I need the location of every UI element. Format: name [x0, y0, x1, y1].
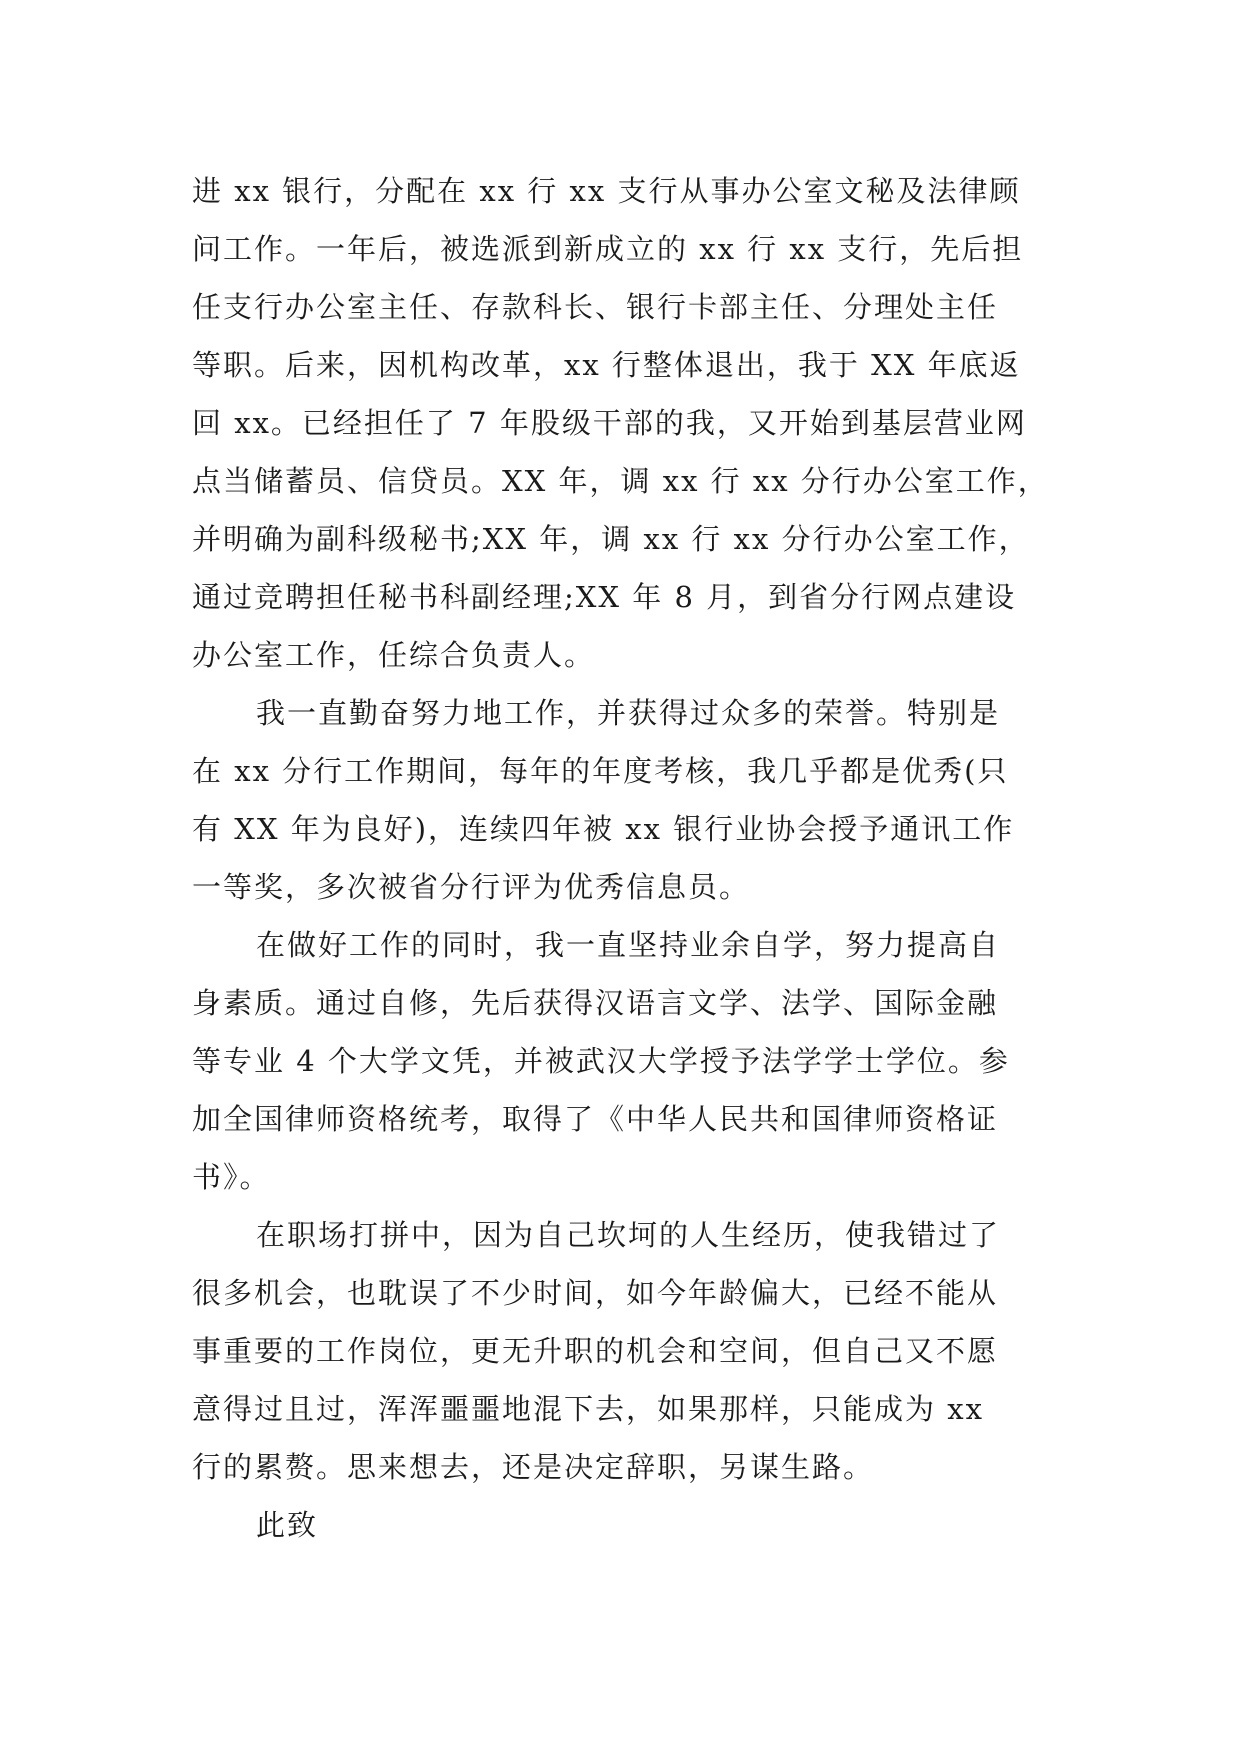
text-line: 任支行办公室主任、存款科长、银行卡部主任、分理处主任	[192, 290, 999, 324]
text-line: 事重要的工作岗位，更无升职的机会和空间，但自己又不愿	[192, 1334, 999, 1368]
letter-body	[192, 162, 1048, 1554]
text-line: 点当储蓄员、信贷员。XX 年，调 xx 行 xx 分行办公室工作，	[192, 464, 1049, 498]
text-line: 并明确为副科级秘书;XX 年，调 xx 行 xx 分行办公室工作，	[192, 522, 1030, 556]
text-line: 通过竞聘担任秘书科副经理;XX 年 8 月，到省分行网点建设	[192, 580, 1017, 614]
text-line: 办公室工作，任综合负责人。	[192, 638, 596, 672]
text-line: 等专业 4 个大学文凭，并被武汉大学授予法学学士学位。参	[192, 1044, 1010, 1078]
text-line: 等职。后来，因机构改革，xx 行整体退出，我于 XX 年底返	[192, 348, 1021, 382]
text-line: 意得过且过，浑浑噩噩地混下去，如果那样，只能成为 xx	[192, 1392, 984, 1426]
text-line: 在做好工作的同时，我一直坚持业余自学，努力提高自	[256, 928, 1001, 962]
text-line: 身素质。通过自修，先后获得汉语言文学、法学、国际金融	[192, 986, 999, 1020]
text-line: 在职场打拼中，因为自己坎坷的人生经历，使我错过了	[256, 1218, 1001, 1252]
text-line: 加全国律师资格统考，取得了《中华人民共和国律师资格证	[192, 1102, 999, 1136]
text-line: 很多机会，也耽误了不少时间，如今年龄偏大，已经不能从	[192, 1276, 999, 1310]
text-line: 一等奖，多次被省分行评为优秀信息员。	[192, 870, 751, 904]
text-line: 进 xx 银行，分配在 xx 行 xx 支行从事办公室文秘及法律顾	[192, 174, 1021, 208]
text-line: 有 XX 年为良好)，连续四年被 xx 银行业协会授予通讯工作	[192, 812, 1015, 846]
text-line: 在 xx 分行工作期间，每年的年度考核，我几乎都是优秀(只	[192, 754, 1009, 788]
text-line: 书》。	[192, 1160, 271, 1194]
text-line: 我一直勤奋努力地工作，并获得过众多的荣誉。特别是	[256, 696, 1001, 730]
text-line: 行的累赘。思来想去，还是决定辞职，另谋生路。	[192, 1450, 875, 1484]
text-line: 此致	[256, 1508, 319, 1542]
text-line: 问工作。一年后，被选派到新成立的 xx 行 xx 支行，先后担	[192, 232, 1024, 266]
text-line: 回 xx。已经担任了 7 年股级干部的我，又开始到基层营业网	[192, 406, 1027, 440]
